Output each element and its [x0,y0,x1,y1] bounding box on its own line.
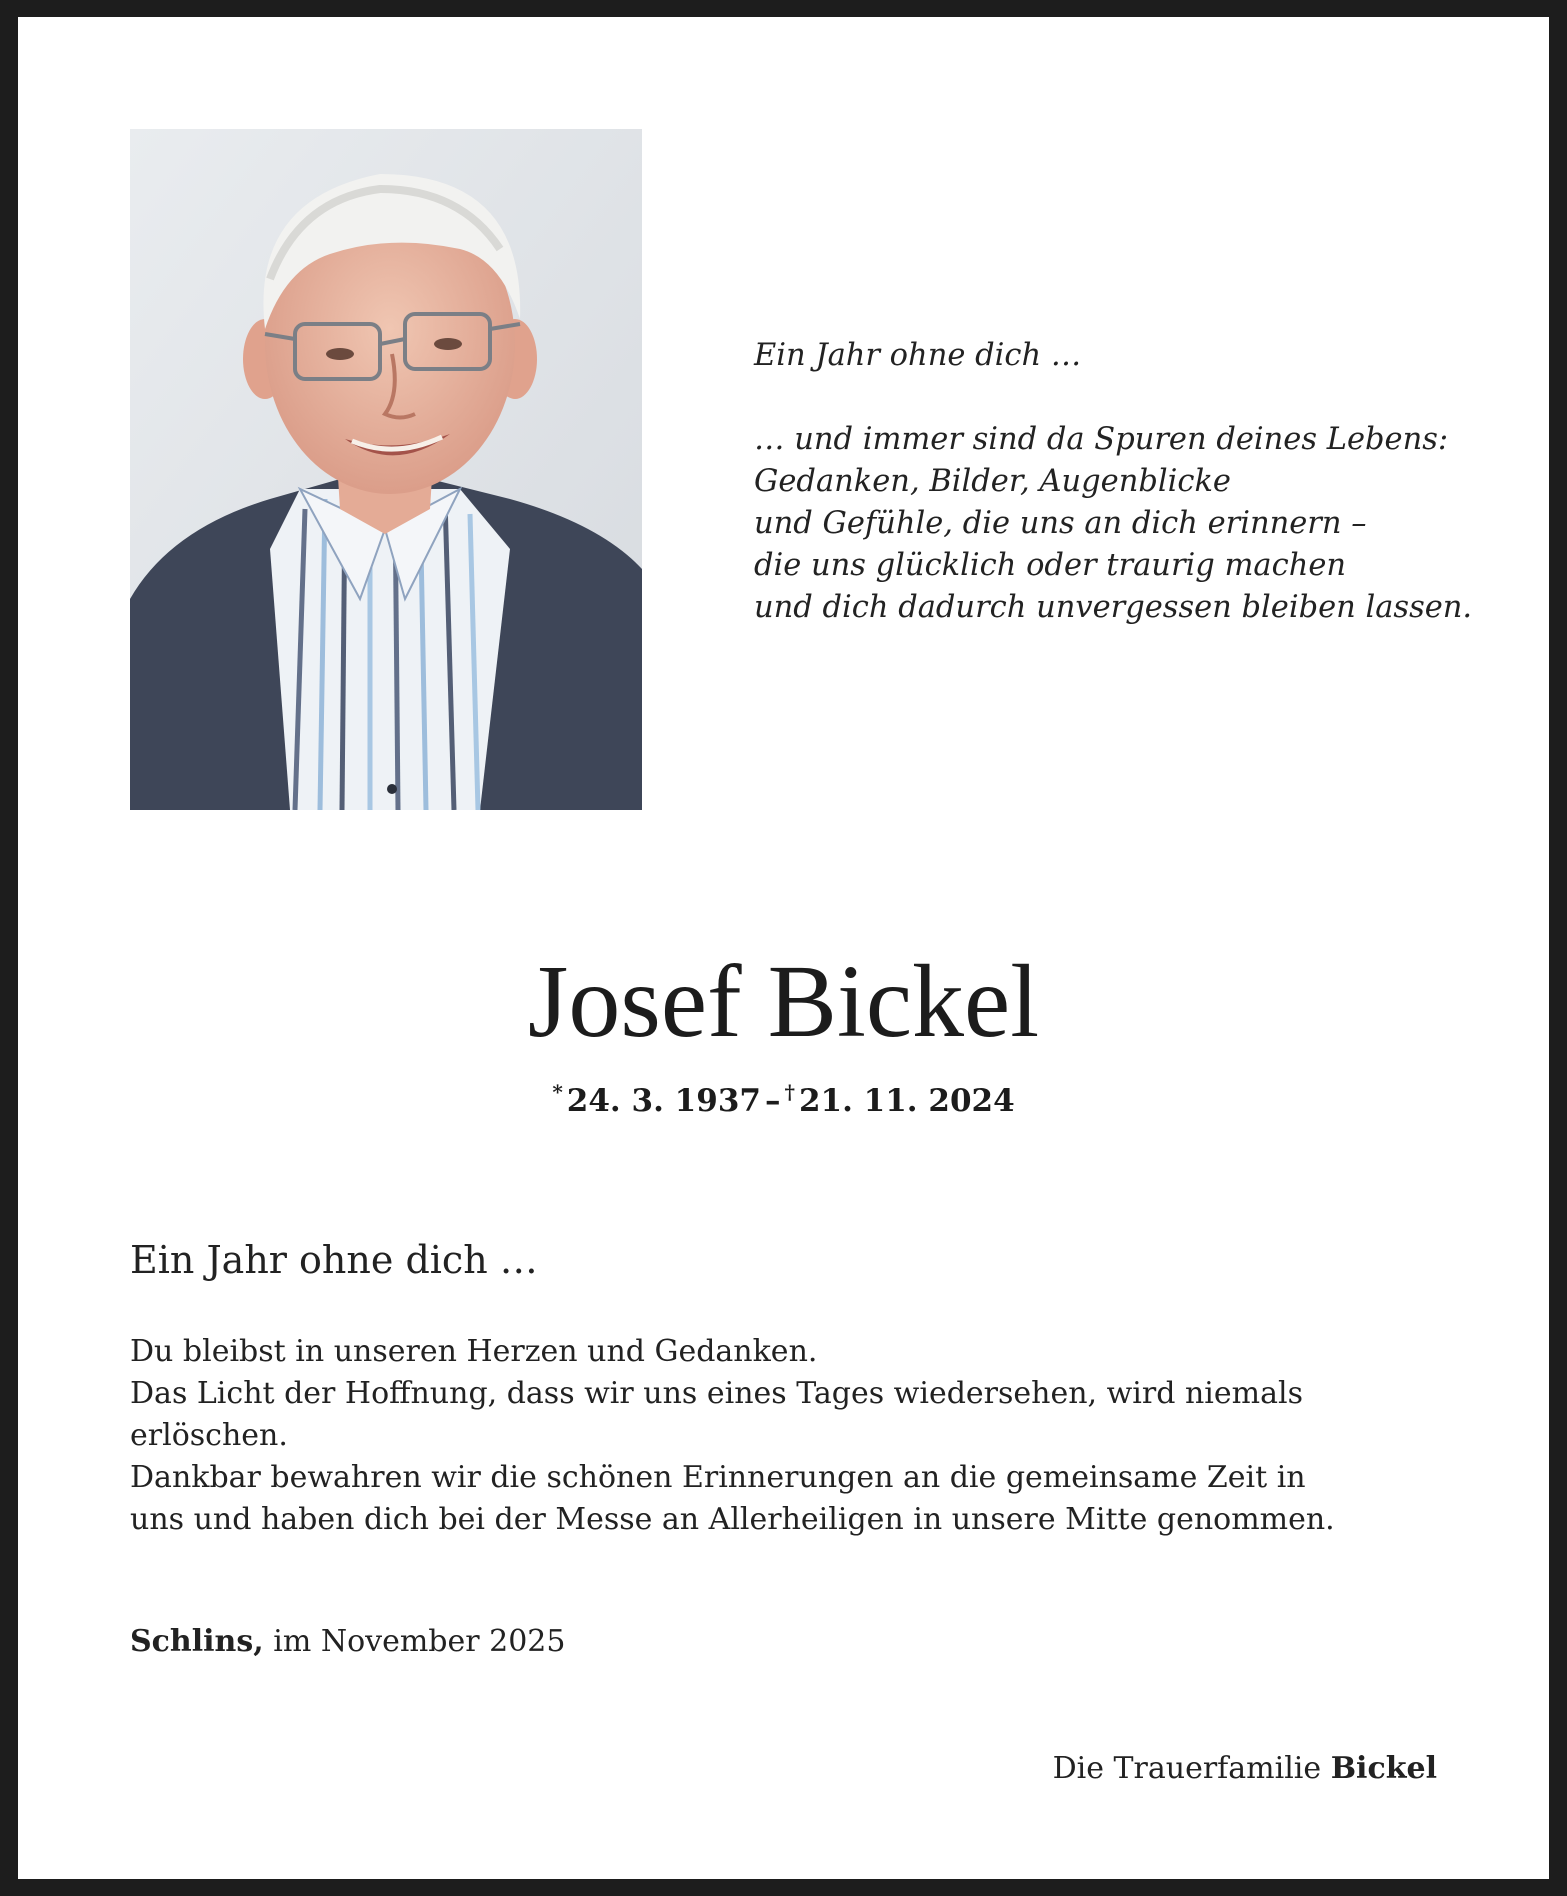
message-line: Dankbar bewahren wir die schönen Erinnerungen an die gemeinsame Zeit in [130,1460,1306,1495]
memorial-poem [754,335,1514,629]
obituary-sheet [18,17,1549,1879]
poem-spacer [754,377,1514,419]
poem-line: die uns glücklich oder traurig machen [754,548,1347,583]
message-line: uns und haben dich bei der Messe an Allerheiligen in unsere Mitte genommen. [130,1502,1335,1537]
poem-line: Gedanken, Bilder, Augenblicke [754,464,1231,499]
deceased-name: Josef Bickel [527,944,1040,1059]
death-date: 21. 11. 2024 [798,1083,1015,1119]
place-name: Schlins, [130,1624,264,1659]
message-line: Du bleibst in unseren Herzen und Gedanken. [130,1334,818,1369]
poem-line: und Gefühle, die uns an dich erinnern – [754,506,1367,541]
birth-date: 24. 3. 1937 [566,1083,761,1119]
message-intro: Ein Jahr ohne dich … [130,1238,538,1282]
death-symbol: † [784,1080,795,1104]
family-name: Bickel [1330,1751,1437,1786]
portrait-photo [130,129,642,810]
life-dates [18,1070,1549,1123]
place-and-date [130,1621,565,1663]
message-line: erlöschen. [130,1418,288,1453]
message-line: Das Licht der Hoffnung, dass wir uns eines Tages wiedersehen, wird niemals [130,1376,1303,1411]
birth-symbol: * [552,1080,563,1104]
family-signature [1053,1748,1437,1790]
message-body [130,1331,1470,1541]
poem-heading: Ein Jahr ohne dich … [754,338,1082,373]
portrait-illustration [130,129,642,810]
signature-prefix: Die Trauerfamilie [1052,1751,1322,1786]
date-separator: – [764,1083,781,1119]
poem-line: und dich dadurch unvergessen bleiben lassen. [754,590,1473,625]
poem-line: … und immer sind da Spuren deines Lebens: [754,422,1449,457]
date-text: im November 2025 [273,1624,566,1659]
